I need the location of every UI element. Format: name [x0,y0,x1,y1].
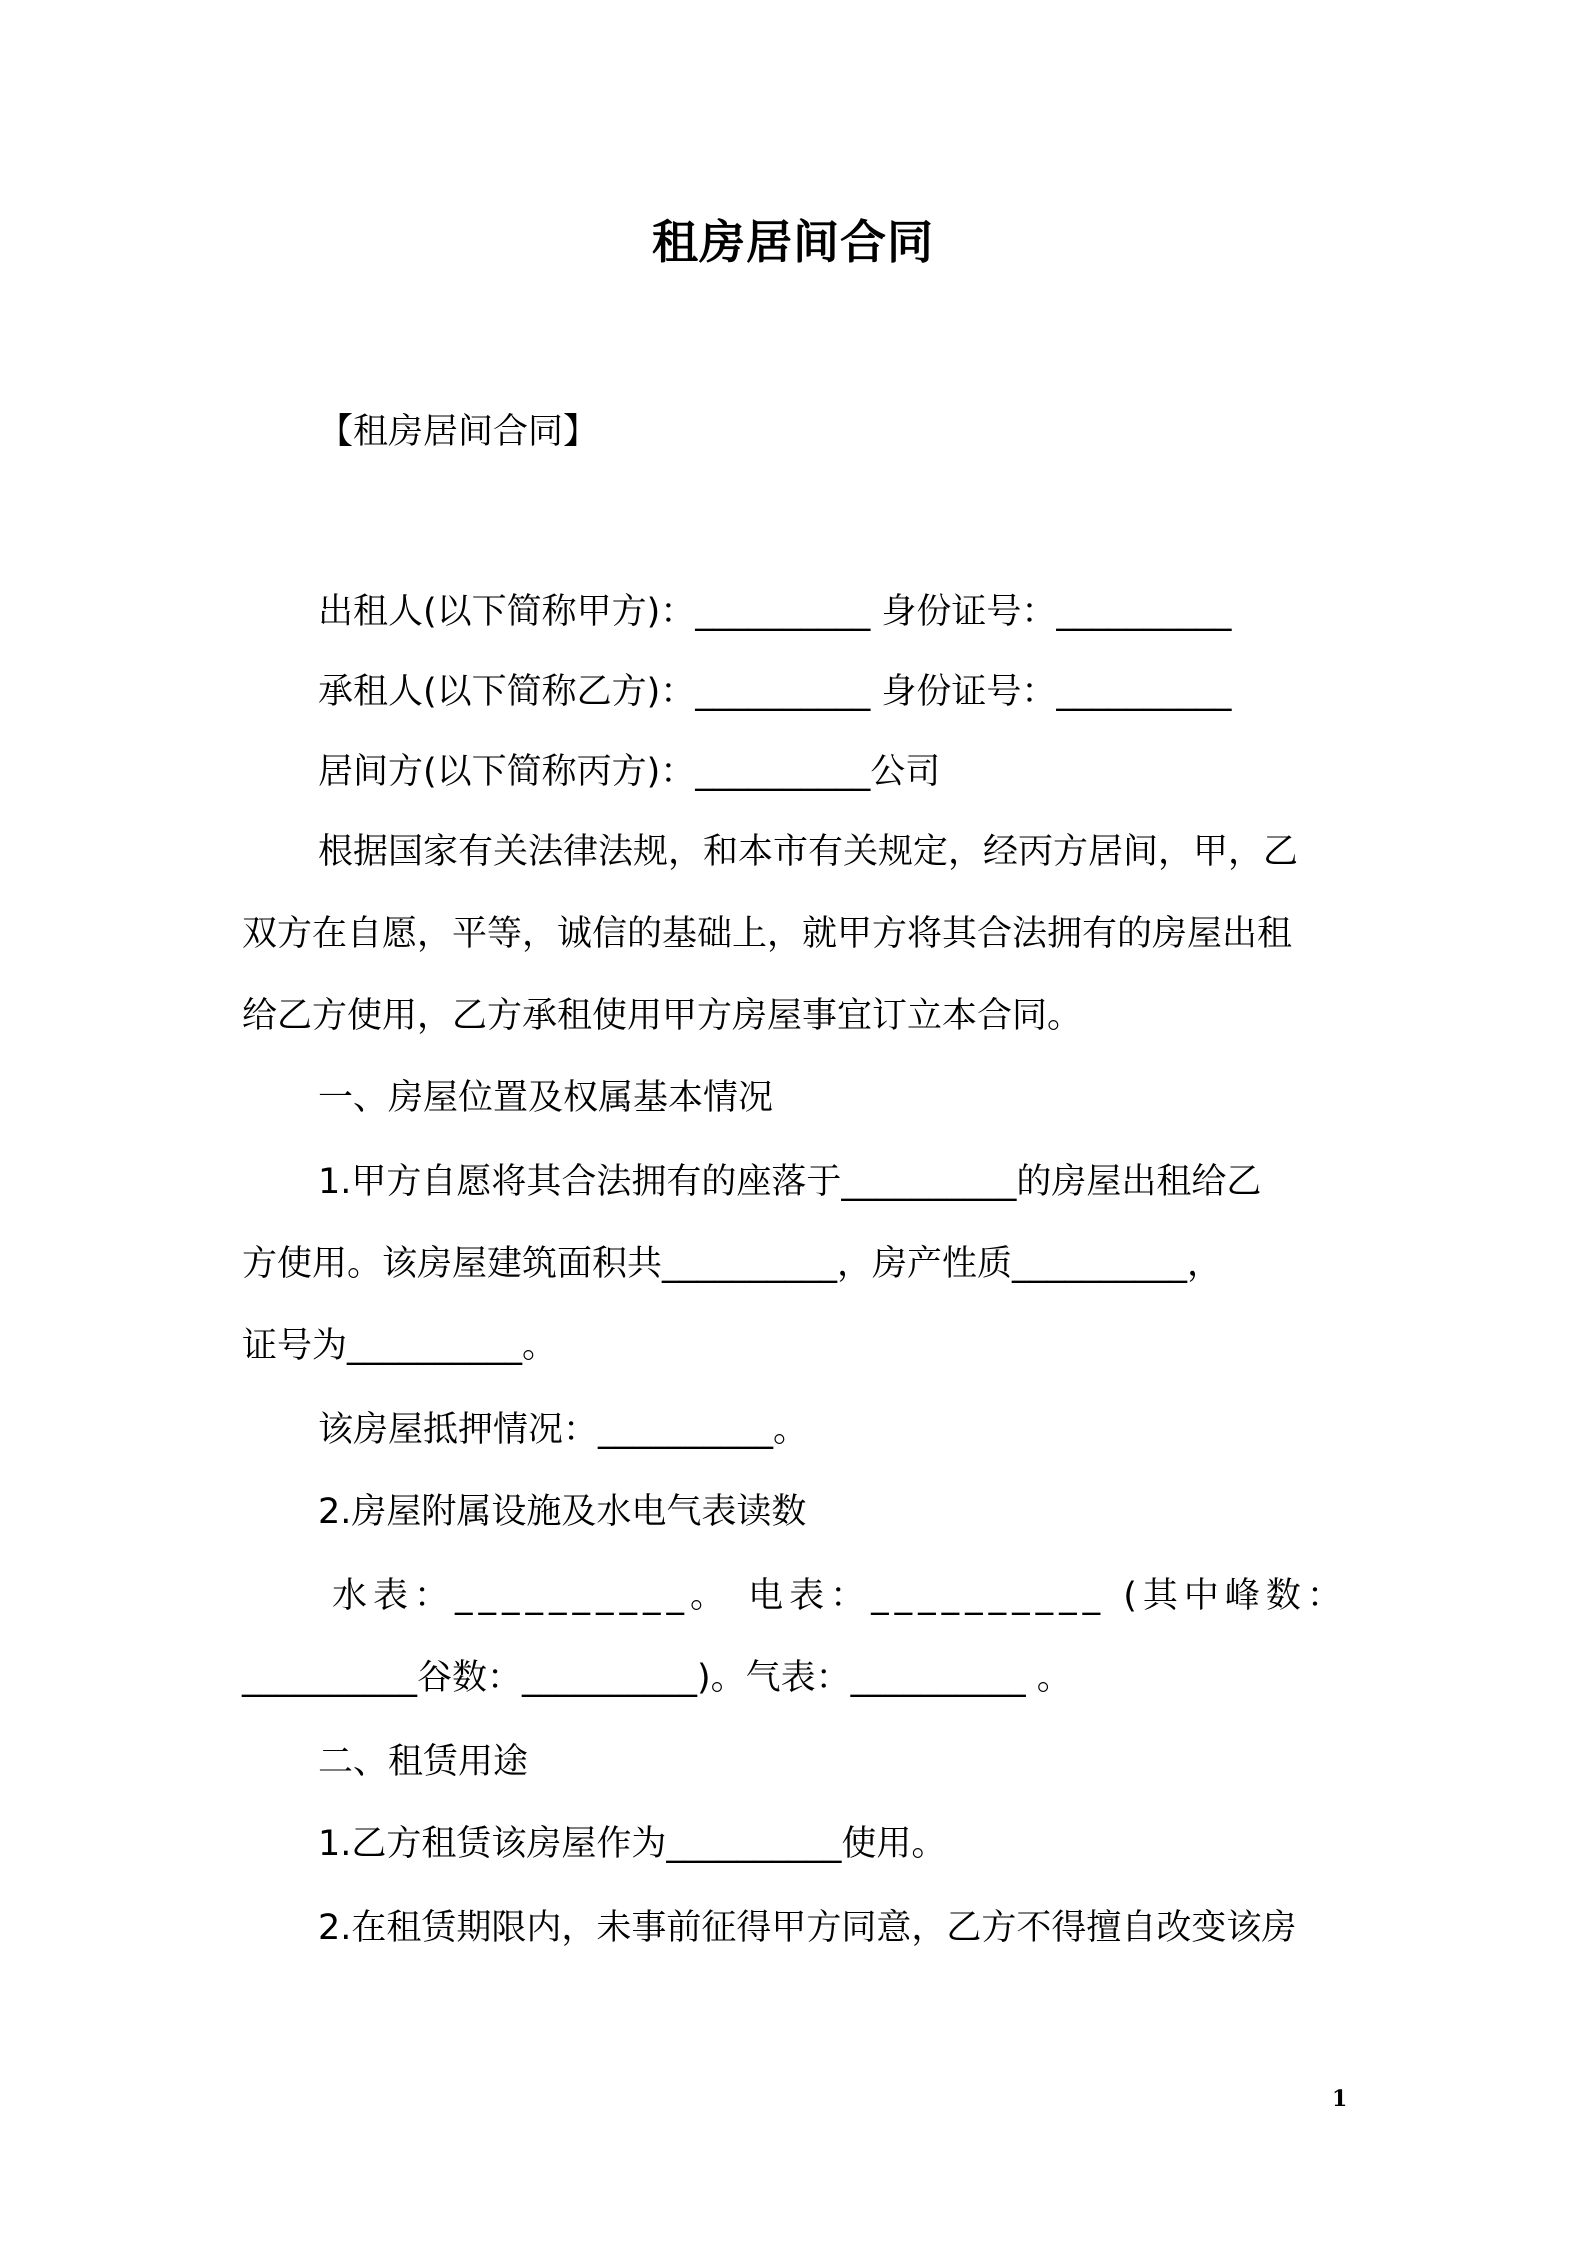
bracket-heading: 【租房居间合同】 [318,412,599,452]
clause-1-1-line-3: 证号为__________。 [242,1326,558,1366]
clause-2-1: 1.乙方租赁该房屋作为__________使用。 [318,1824,947,1864]
preamble-line-3: 给乙方使用，乙方承租使用甲方房屋事宜订立本合同。 [242,996,1083,1036]
section-2-heading: 二、租赁用途 [318,1742,529,1782]
meter-line-2: __________谷数：__________)。气表：__________ 。 [242,1658,1072,1698]
party-b-line: 承租人(以下简称乙方)：__________ 身份证号：__________ [318,672,1232,712]
preamble-line-2: 双方在自愿，平等，诚信的基础上，就甲方将其合法拥有的房屋出租 [242,914,1293,954]
meter-line-1: 水表：__________。 电表：__________ (其中峰数： [332,1576,1348,1616]
clause-1-2-heading: 2.房屋附属设施及水电气表读数 [318,1492,807,1532]
party-c-line: 居间方(以下简称丙方)：__________公司 [318,752,941,792]
party-a-line: 出租人(以下简称甲方)：__________ 身份证号：__________ [318,592,1232,632]
section-1-heading: 一、房屋位置及权属基本情况 [318,1078,774,1118]
clause-1-1-line-2: 方使用。该房屋建筑面积共__________，房产性质__________， [242,1244,1223,1284]
mortgage-line: 该房屋抵押情况：__________。 [318,1410,809,1450]
preamble-line-1: 根据国家有关法律法规，和本市有关规定，经丙方居间，甲，乙 [318,832,1299,872]
document-title: 租房居间合同 [652,215,934,269]
page-number: 1 [1332,2086,1348,2112]
clause-1-1-line-1: 1.甲方自愿将其合法拥有的座落于__________的房屋出租给乙 [318,1162,1262,1202]
clause-2-2: 2.在租赁期限内，未事前征得甲方同意，乙方不得擅自改变该房 [318,1908,1297,1948]
